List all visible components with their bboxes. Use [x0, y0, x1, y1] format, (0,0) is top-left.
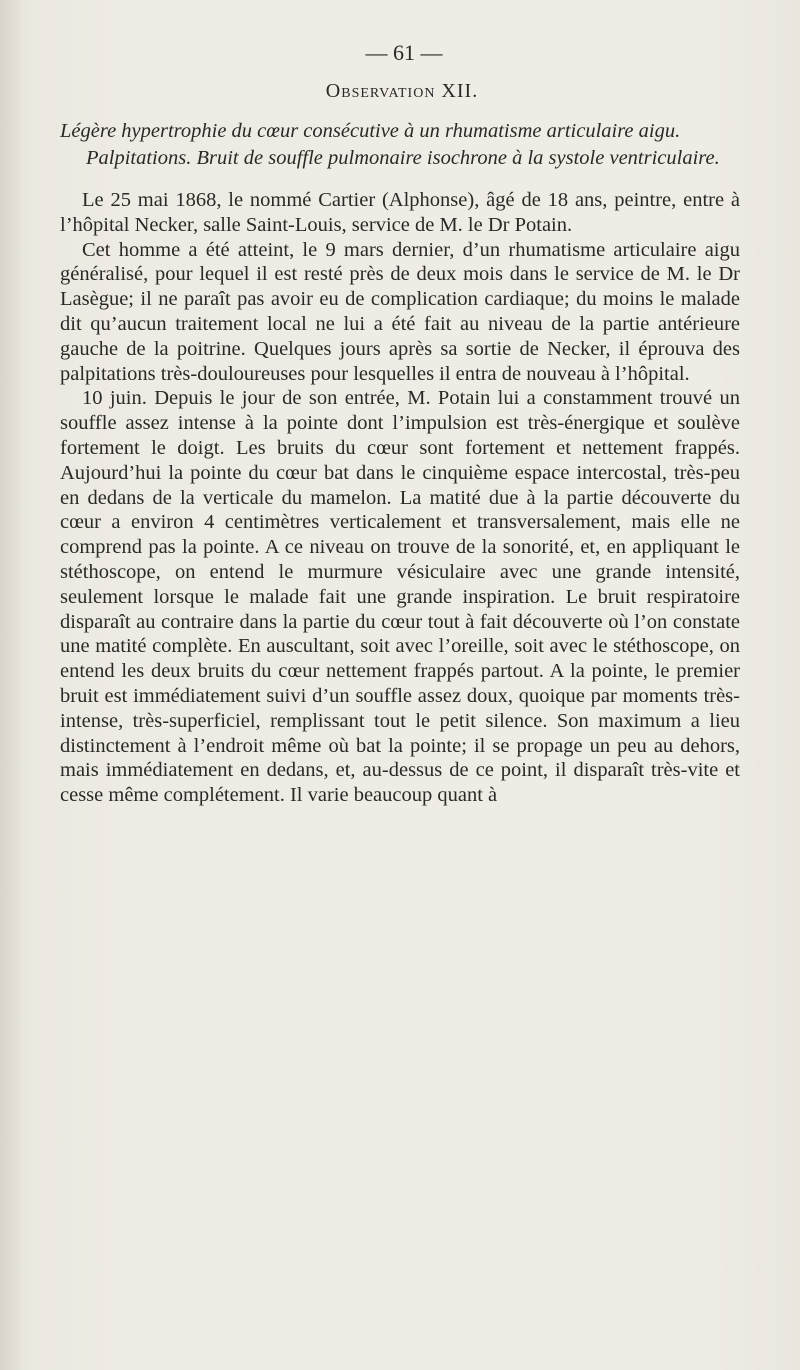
paragraph-history: Cet homme a été atteint, le 9 mars dernier, d’un rhumatisme articulaire aigu généralisé, pour lequel il est resté près de deux mois dans le service de M. le Dr Lasègue; il ne paraît pas avoir eu de complication cardiaque; du moins le malade dit qu’aucun traitement local ne lui a été fait au niveau de la partie antérieure gauche de la poitrine. Quelques jours après sa sortie de Necker, il éprouva des palpitations très-douloureuses pour lesquelles il entra de nouveau à l’hôpital. [60, 238, 740, 385]
observation-title: Observation XII. [325, 80, 479, 102]
paragraph-examination: 10 juin. Depuis le jour de son entrée, M. Potain lui a constamment trouvé un souffle assez intense à la pointe dont l’impulsion est très-énergique et soulève fortement le doigt. Les bruits du cœur sont fortement et nettement frappés. Aujourd’hui la pointe du cœur bat dans le cinquième espace intercostal, très-peu en dedans de la verticale du mamelon. La matité due à la partie découverte du cœur a environ 4 centimètres verticalement et transversalement, mais elle ne comprend pas la pointe. A ce niveau on trouve de la sonorité, et, en appliquant le stéthoscope, on entend le murmure vésiculaire avec une grande intensité, seulement lorsque le malade fait une grande inspiration. Le bruit respiratoire disparaît au contraire dans la partie du cœur tout à fait découverte où l’on constate une matité complète. En auscultant, soit avec l’oreille, soit avec le stéthoscope, on entend les deux bruits du cœur nettement frappés partout. A la pointe, le premier bruit est immédiatement suivi d’un souffle assez doux, quoique par moments très-intense, très-superficiel, remplissant tout le petit silence. Son maximum a lieu distinctement à l’endroit même où bat la pointe; il se propage un peu au dehors, mais immédiatement en dedans, et, au-dessus de ce point, il disparaît très-vite et cesse même complétement. Il varie beaucoup quant à [60, 387, 740, 807]
paragraph-admission: Le 25 mai 1868, le nommé Cartier (Alphonse), âgé de 18 ans, peintre, entre à l’hôpital Necker, salle Saint-Louis, service de M. le Dr Potain. [60, 189, 740, 236]
page-text-block [60, 40, 740, 808]
page-gutter [0, 0, 22, 1370]
page-number: — 61 — [365, 40, 443, 65]
case-summary: Légère hypertrophie du cœur consécutive à un rhumatisme articulaire aigu. Palpitations. Bruit de souffle pulmonaire isochrone à la systole ventriculaire. [60, 120, 720, 169]
